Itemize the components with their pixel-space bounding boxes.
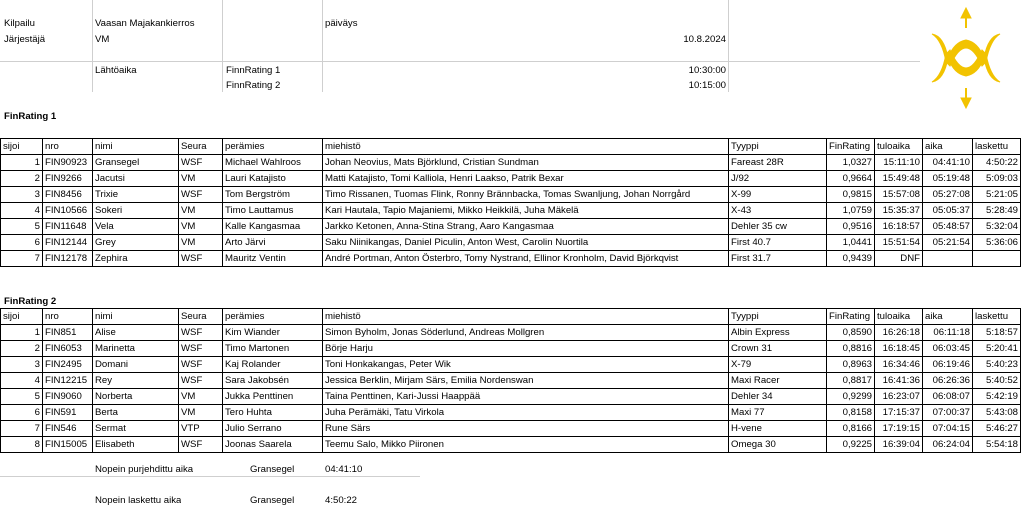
cell-sijoi: 3	[1, 187, 43, 203]
cell-peramies: Tero Huhta	[223, 405, 323, 421]
fastest-sailed-label: Nopein purjehdittu aika	[95, 464, 194, 475]
organizer-value: VM	[95, 34, 110, 45]
column-header-aika: aika	[923, 309, 973, 325]
fr2-results-table	[0, 308, 1021, 453]
cell-laskettu: 5:36:06	[973, 235, 1021, 251]
cell-tyyppi: Omega 30	[729, 437, 827, 453]
cell-nimi: Zephira	[93, 251, 179, 267]
cell-miehisto: Taina Penttinen, Kari-Jussi Haappää	[323, 389, 729, 405]
cell-nro: FIN12178	[43, 251, 93, 267]
cell-tyyppi: H-vene	[729, 421, 827, 437]
cell-sijoi: 6	[1, 235, 43, 251]
cell-tuloaika: DNF	[875, 251, 923, 267]
cell-sijoi: 4	[1, 373, 43, 389]
cell-nro: FIN8456	[43, 187, 93, 203]
table-header-row	[1, 139, 1021, 155]
column-header-nimi: nimi	[93, 139, 179, 155]
cell-laskettu: 5:28:49	[973, 203, 1021, 219]
cell-peramies: Timo Lauttamus	[223, 203, 323, 219]
cell-laskettu: 5:46:27	[973, 421, 1021, 437]
column-header-laskettu: laskettu	[973, 139, 1021, 155]
column-header-miehisto: miehistö	[323, 139, 729, 155]
cell-nimi: Grey	[93, 235, 179, 251]
cell-laskettu: 5:42:19	[973, 389, 1021, 405]
cell-peramies: Kalle Kangasmaa	[223, 219, 323, 235]
cell-aika: 04:41:10	[923, 155, 973, 171]
cell-aika: 06:24:04	[923, 437, 973, 453]
date-label: päiväys	[325, 18, 358, 29]
column-header-seura: Seura	[179, 309, 223, 325]
cell-seura: WSF	[179, 373, 223, 389]
cell-sijoi: 1	[1, 325, 43, 341]
cell-laskettu: 5:20:41	[973, 341, 1021, 357]
cell-nro: FIN591	[43, 405, 93, 421]
cell-tyyppi: First 40.7	[729, 235, 827, 251]
cell-finrating: 0,9439	[827, 251, 875, 267]
table-row	[1, 171, 1021, 187]
cell-aika: 06:26:36	[923, 373, 973, 389]
cell-nro: FIN15005	[43, 437, 93, 453]
cell-nimi: Elisabeth	[93, 437, 179, 453]
cell-tyyppi: J/92	[729, 171, 827, 187]
cell-peramies: Arto Järvi	[223, 235, 323, 251]
cell-laskettu	[973, 251, 1021, 267]
column-header-aika: aika	[923, 139, 973, 155]
cell-nro: FIN9060	[43, 389, 93, 405]
cell-nimi: Marinetta	[93, 341, 179, 357]
column-header-nro: nro	[43, 309, 93, 325]
cell-aika: 07:04:15	[923, 421, 973, 437]
cell-seura: WSF	[179, 357, 223, 373]
cell-seura: WSF	[179, 341, 223, 357]
cell-tuloaika: 16:34:46	[875, 357, 923, 373]
cell-sijoi: 6	[1, 405, 43, 421]
cell-aika: 06:19:46	[923, 357, 973, 373]
cell-finrating: 0,9299	[827, 389, 875, 405]
cell-peramies: Tom Bergström	[223, 187, 323, 203]
cell-nimi: Norberta	[93, 389, 179, 405]
cell-aika: 05:19:48	[923, 171, 973, 187]
table-row	[1, 421, 1021, 437]
cell-seura: VM	[179, 171, 223, 187]
cell-nro: FIN9266	[43, 171, 93, 187]
table-row	[1, 187, 1021, 203]
column-header-tyyppi: Tyyppi	[729, 139, 827, 155]
cell-seura: WSF	[179, 251, 223, 267]
cell-peramies: Michael Wahlroos	[223, 155, 323, 171]
table-row	[1, 235, 1021, 251]
cell-tyyppi: Crown 31	[729, 341, 827, 357]
cell-aika: 07:00:37	[923, 405, 973, 421]
cell-tyyppi: Maxi 77	[729, 405, 827, 421]
cell-nro: FIN11648	[43, 219, 93, 235]
table-row	[1, 357, 1021, 373]
cell-finrating: 0,9815	[827, 187, 875, 203]
cell-sijoi: 7	[1, 421, 43, 437]
cell-peramies: Jukka Penttinen	[223, 389, 323, 405]
cell-seura: VM	[179, 405, 223, 421]
cell-finrating: 0,9225	[827, 437, 875, 453]
cell-sijoi: 4	[1, 203, 43, 219]
fastest-corrected-boat: Gransegel	[250, 495, 295, 506]
cell-nimi: Rey	[93, 373, 179, 389]
cell-sijoi: 3	[1, 357, 43, 373]
competition-name: Vaasan Majakankierros	[95, 18, 195, 29]
cell-aika: 05:48:57	[923, 219, 973, 235]
column-header-finrating: FinRating	[827, 309, 875, 325]
table-row	[1, 389, 1021, 405]
club-logo-icon	[928, 6, 1004, 110]
cell-nro: FIN2495	[43, 357, 93, 373]
cell-finrating: 0,8590	[827, 325, 875, 341]
column-header-nro: nro	[43, 139, 93, 155]
table-row	[1, 341, 1021, 357]
table-row	[1, 155, 1021, 171]
cell-seura: VM	[179, 235, 223, 251]
cell-laskettu: 5:43:08	[973, 405, 1021, 421]
cell-tuloaika: 16:26:18	[875, 325, 923, 341]
cell-seura: WSF	[179, 437, 223, 453]
cell-laskettu: 5:32:04	[973, 219, 1021, 235]
cell-nro: FIN546	[43, 421, 93, 437]
start-class-2: FinnRating 2	[226, 80, 281, 91]
cell-finrating: 0,8158	[827, 405, 875, 421]
start-time-label: Lähtöaika	[95, 65, 137, 76]
cell-miehisto: Börje Harju	[323, 341, 729, 357]
cell-sijoi: 5	[1, 219, 43, 235]
column-header-tyyppi: Tyyppi	[729, 309, 827, 325]
table-row	[1, 251, 1021, 267]
fastest-sailed-boat: Gransegel	[250, 464, 295, 475]
cell-nimi: Gransegel	[93, 155, 179, 171]
cell-laskettu: 5:21:05	[973, 187, 1021, 203]
cell-nro: FIN12144	[43, 235, 93, 251]
cell-peramies: Kim Wiander	[223, 325, 323, 341]
cell-miehisto: Simon Byholm, Jonas Söderlund, Andreas Mollgren	[323, 325, 729, 341]
cell-tuloaika: 15:57:08	[875, 187, 923, 203]
cell-miehisto: Juha Perämäki, Tatu Virkola	[323, 405, 729, 421]
cell-nimi: Sokeri	[93, 203, 179, 219]
cell-finrating: 0,8817	[827, 373, 875, 389]
cell-tuloaika: 16:23:07	[875, 389, 923, 405]
cell-nimi: Sermat	[93, 421, 179, 437]
cell-miehisto: Rune Särs	[323, 421, 729, 437]
cell-miehisto: Timo Rissanen, Tuomas Flink, Ronny Brännbacka, Tomas Swanljung, Johan Norrgård	[323, 187, 729, 203]
cell-aika: 05:05:37	[923, 203, 973, 219]
cell-aika: 05:27:08	[923, 187, 973, 203]
cell-laskettu: 5:18:57	[973, 325, 1021, 341]
fastest-corrected-label: Nopein laskettu aika	[95, 495, 182, 506]
cell-seura: WSF	[179, 325, 223, 341]
cell-tyyppi: X-79	[729, 357, 827, 373]
fr1-results-table	[0, 138, 1021, 267]
cell-finrating: 0,8963	[827, 357, 875, 373]
cell-peramies: Sara Jakobsén	[223, 373, 323, 389]
cell-nro: FIN12215	[43, 373, 93, 389]
cell-sijoi: 7	[1, 251, 43, 267]
cell-tuloaika: 17:15:37	[875, 405, 923, 421]
cell-finrating: 0,9664	[827, 171, 875, 187]
cell-sijoi: 8	[1, 437, 43, 453]
start-class-1: FinnRating 1	[226, 65, 281, 76]
fastest-sailed-time: 04:41:10	[325, 464, 363, 475]
cell-sijoi: 2	[1, 341, 43, 357]
cell-miehisto: Toni Honkakangas, Peter Wik	[323, 357, 729, 373]
cell-tyyppi: First 31.7	[729, 251, 827, 267]
cell-seura: VM	[179, 203, 223, 219]
cell-nimi: Vela	[93, 219, 179, 235]
cell-tuloaika: 15:49:48	[875, 171, 923, 187]
cell-aika: 06:08:07	[923, 389, 973, 405]
cell-sijoi: 5	[1, 389, 43, 405]
cell-tuloaika: 16:39:04	[875, 437, 923, 453]
cell-miehisto: Saku Niinikangas, Daniel Piculin, Anton West, Carolin Nuortila	[323, 235, 729, 251]
cell-miehisto: Kari Hautala, Tapio Majaniemi, Mikko Heikkilä, Juha Mäkelä	[323, 203, 729, 219]
cell-tuloaika: 16:18:45	[875, 341, 923, 357]
cell-miehisto: André Portman, Anton Österbro, Tomy Nystrand, Ellinor Kronholm, David Björkqvist	[323, 251, 729, 267]
cell-tuloaika: 15:11:10	[875, 155, 923, 171]
cell-nro: FIN851	[43, 325, 93, 341]
table-row	[1, 373, 1021, 389]
column-header-peramies: perämies	[223, 139, 323, 155]
table-row	[1, 219, 1021, 235]
column-header-nimi: nimi	[93, 309, 179, 325]
table-row	[1, 203, 1021, 219]
cell-miehisto: Jarkko Ketonen, Anna-Stina Strang, Aaro Kangasmaa	[323, 219, 729, 235]
table-row	[1, 405, 1021, 421]
table-row	[1, 325, 1021, 341]
table-header-row	[1, 309, 1021, 325]
cell-nro: FIN90923	[43, 155, 93, 171]
column-header-tuloaika: tuloaika	[875, 309, 923, 325]
race-date: 10.8.2024	[683, 34, 726, 45]
cell-seura: WSF	[179, 187, 223, 203]
fr2-section-title: FinRating 2	[4, 296, 57, 307]
cell-nro: FIN6053	[43, 341, 93, 357]
cell-nimi: Jacutsi	[93, 171, 179, 187]
cell-tuloaika: 16:41:36	[875, 373, 923, 389]
cell-tuloaika: 17:19:15	[875, 421, 923, 437]
cell-sijoi: 2	[1, 171, 43, 187]
cell-tuloaika: 16:18:57	[875, 219, 923, 235]
cell-nimi: Alise	[93, 325, 179, 341]
cell-peramies: Timo Martonen	[223, 341, 323, 357]
cell-finrating: 1,0759	[827, 203, 875, 219]
cell-seura: VTP	[179, 421, 223, 437]
cell-sijoi: 1	[1, 155, 43, 171]
cell-nimi: Trixie	[93, 187, 179, 203]
fastest-corrected-time: 4:50:22	[325, 495, 358, 506]
fr1-section-title: FinRating 1	[4, 111, 57, 122]
cell-tuloaika: 15:51:54	[875, 235, 923, 251]
cell-laskettu: 5:40:52	[973, 373, 1021, 389]
column-header-miehisto: miehistö	[323, 309, 729, 325]
column-header-seura: Seura	[179, 139, 223, 155]
column-header-sijoi: sijoi	[1, 309, 43, 325]
cell-finrating: 0,8166	[827, 421, 875, 437]
cell-peramies: Lauri Katajisto	[223, 171, 323, 187]
cell-nimi: Berta	[93, 405, 179, 421]
start-time-2: 10:15:00	[688, 80, 726, 91]
cell-seura: VM	[179, 389, 223, 405]
column-header-tuloaika: tuloaika	[875, 139, 923, 155]
table-row	[1, 437, 1021, 453]
cell-tyyppi: X-99	[729, 187, 827, 203]
cell-laskettu: 4:50:22	[973, 155, 1021, 171]
cell-aika	[923, 251, 973, 267]
cell-nro: FIN10566	[43, 203, 93, 219]
cell-finrating: 1,0327	[827, 155, 875, 171]
cell-finrating: 0,8816	[827, 341, 875, 357]
cell-nimi: Domani	[93, 357, 179, 373]
cell-tyyppi: Dehler 35 cw	[729, 219, 827, 235]
start-time-1: 10:30:00	[688, 65, 726, 76]
cell-miehisto: Teemu Salo, Mikko Piironen	[323, 437, 729, 453]
cell-laskettu: 5:54:18	[973, 437, 1021, 453]
competition-label: Kilpailu	[4, 18, 35, 29]
cell-aika: 06:03:45	[923, 341, 973, 357]
cell-peramies: Julio Serrano	[223, 421, 323, 437]
organizer-label: Järjestäjä	[4, 34, 46, 45]
column-header-finrating: FinRating	[827, 139, 875, 155]
cell-peramies: Joonas Saarela	[223, 437, 323, 453]
cell-peramies: Mauritz Ventin	[223, 251, 323, 267]
cell-tyyppi: Maxi Racer	[729, 373, 827, 389]
column-header-laskettu: laskettu	[973, 309, 1021, 325]
cell-tyyppi: Albin Express	[729, 325, 827, 341]
cell-aika: 06:11:18	[923, 325, 973, 341]
cell-tuloaika: 15:35:37	[875, 203, 923, 219]
cell-finrating: 1,0441	[827, 235, 875, 251]
cell-tyyppi: Dehler 34	[729, 389, 827, 405]
cell-finrating: 0,9516	[827, 219, 875, 235]
cell-miehisto: Jessica Berklin, Mirjam Särs, Emilia Nordenswan	[323, 373, 729, 389]
cell-aika: 05:21:54	[923, 235, 973, 251]
cell-laskettu: 5:09:03	[973, 171, 1021, 187]
cell-tyyppi: X-43	[729, 203, 827, 219]
cell-tyyppi: Fareast 28R	[729, 155, 827, 171]
column-header-sijoi: sijoi	[1, 139, 43, 155]
column-header-peramies: perämies	[223, 309, 323, 325]
cell-peramies: Kaj Rolander	[223, 357, 323, 373]
cell-seura: VM	[179, 219, 223, 235]
cell-miehisto: Matti Katajisto, Tomi Kalliola, Henri Laakso, Patrik Bexar	[323, 171, 729, 187]
cell-miehisto: Johan Neovius, Mats Björklund, Cristian Sundman	[323, 155, 729, 171]
cell-seura: WSF	[179, 155, 223, 171]
cell-laskettu: 5:40:23	[973, 357, 1021, 373]
